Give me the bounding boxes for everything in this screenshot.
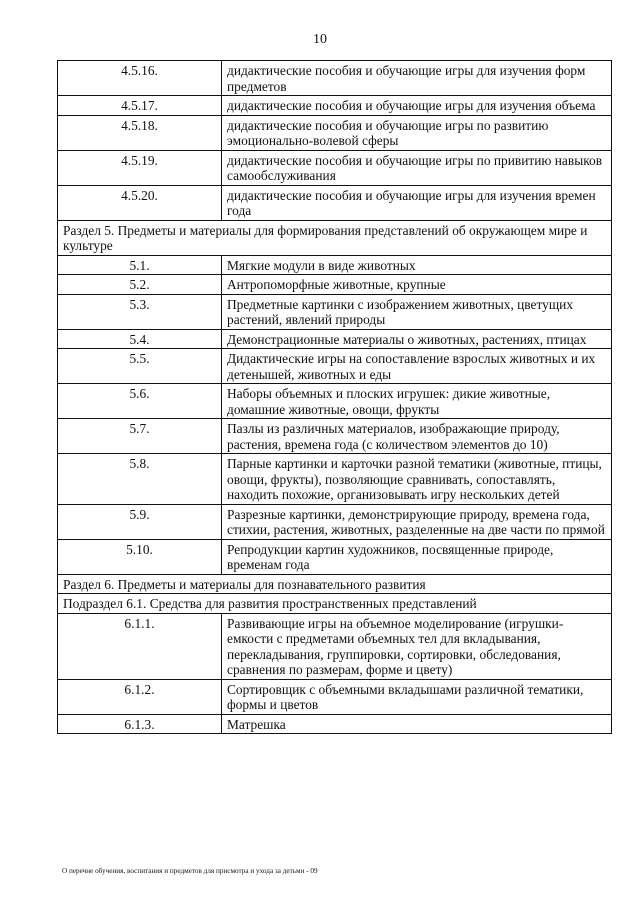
table-row: [58, 61, 612, 96]
section-header-row: [58, 574, 612, 594]
table-row: [58, 349, 612, 384]
item-number: 5.2.: [58, 275, 222, 295]
page-footer: О перечне обучения, воспитания и предметов для присмотра и ухода за детьми - 09: [62, 867, 318, 875]
item-number: 5.4.: [58, 329, 222, 349]
materials-table-body: [58, 61, 612, 734]
table-row: [58, 115, 612, 150]
item-description: Пазлы из различных материалов, изображающие природу, растения, времена года (с количеством элементов до 10): [222, 419, 612, 454]
item-number: 4.5.18.: [58, 115, 222, 150]
item-description: дидактические пособия и обучающие игры по привитию навыков самообслуживания: [222, 150, 612, 185]
item-description: Демонстрационные материалы о животных, растениях, птицах: [222, 329, 612, 349]
item-description: Антропоморфные животные, крупные: [222, 275, 612, 295]
item-number: 4.5.20.: [58, 185, 222, 220]
item-description: Матрешка: [222, 714, 612, 734]
table-row: [58, 150, 612, 185]
table-row: [58, 714, 612, 734]
item-number: 5.10.: [58, 539, 222, 574]
item-number: 5.6.: [58, 384, 222, 419]
table-row: [58, 255, 612, 275]
table-row: [58, 504, 612, 539]
item-number: 6.1.2.: [58, 679, 222, 714]
item-description: Развивающие игры на объемное моделирование (игрушки-емкости с предметами объемных тел для вкладывания, перекладывания, группировки, сортировки, обследования, сравнения по размерам, форме и цвету): [222, 613, 612, 679]
item-number: 5.3.: [58, 294, 222, 329]
table-row: [58, 294, 612, 329]
item-description: дидактические пособия и обучающие игры по развитию эмоционально-волевой сферы: [222, 115, 612, 150]
item-number: 4.5.17.: [58, 96, 222, 116]
table-row: [58, 185, 612, 220]
item-description: дидактические пособия и обучающие игры для изучения объема: [222, 96, 612, 116]
item-number: 5.5.: [58, 349, 222, 384]
item-description: Мягкие модули в виде животных: [222, 255, 612, 275]
item-description: дидактические пособия и обучающие игры для изучения времен года: [222, 185, 612, 220]
item-number: 5.8.: [58, 454, 222, 505]
item-number: 4.5.16.: [58, 61, 222, 96]
table-row: [58, 419, 612, 454]
item-description: дидактические пособия и обучающие игры для изучения форм предметов: [222, 61, 612, 96]
item-description: Наборы объемных и плоских игрушек: дикие животные, домашние животные, овощи, фрукты: [222, 384, 612, 419]
section-title: Подраздел 6.1. Средства для развития пространственных представлений: [58, 594, 612, 614]
table-row: [58, 329, 612, 349]
materials-table: [57, 60, 612, 734]
item-number: 5.1.: [58, 255, 222, 275]
table-row: [58, 679, 612, 714]
page-number: 10: [313, 32, 327, 47]
section-header-row: [58, 220, 612, 255]
table-row: [58, 275, 612, 295]
item-description: Предметные картинки с изображением животных, цветущих растений, явлений природы: [222, 294, 612, 329]
table-row: [58, 613, 612, 679]
table-row: [58, 384, 612, 419]
item-description: Репродукции картин художников, посвященные природе, временам года: [222, 539, 612, 574]
section-title: Раздел 6. Предметы и материалы для познавательного развития: [58, 574, 612, 594]
item-number: 5.7.: [58, 419, 222, 454]
item-number: 6.1.3.: [58, 714, 222, 734]
section-header-row: [58, 594, 612, 614]
section-title: Раздел 5. Предметы и материалы для формирования представлений об окружающем мире и культуре: [58, 220, 612, 255]
item-description: Дидактические игры на сопоставление взрослых животных и их детенышей, животных и еды: [222, 349, 612, 384]
table-row: [58, 539, 612, 574]
item-description: Парные картинки и карточки разной тематики (животные, птицы, овощи, фрукты), позволяющие сравнивать, сопоставлять, находить похожие, организовывать игру нескольких детей: [222, 454, 612, 505]
item-number: 6.1.1.: [58, 613, 222, 679]
table-row: [58, 96, 612, 116]
table-row: [58, 454, 612, 505]
item-number: 4.5.19.: [58, 150, 222, 185]
item-number: 5.9.: [58, 504, 222, 539]
item-description: Сортировщик с объемными вкладышами различной тематики, формы и цветов: [222, 679, 612, 714]
item-description: Разрезные картинки, демонстрирующие природу, времена года, стихии, растения, животных, разделенные на две части по прямой: [222, 504, 612, 539]
